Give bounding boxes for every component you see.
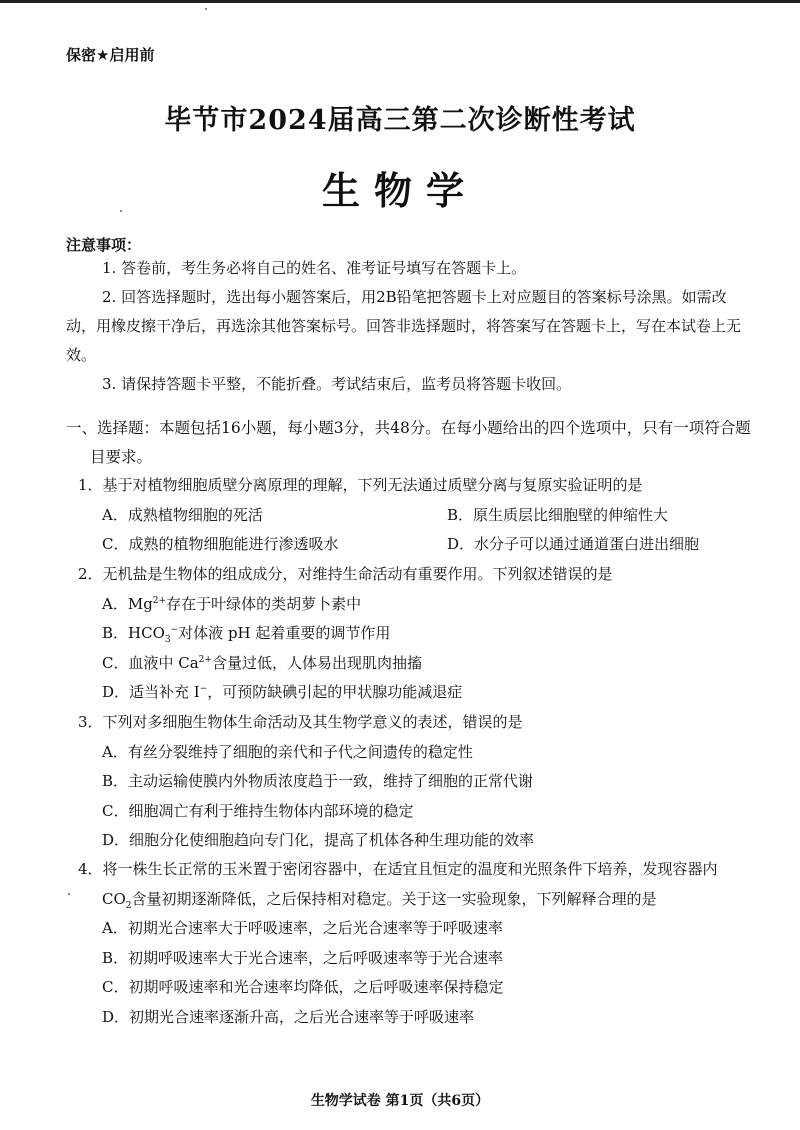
option-b: B．初期呼吸速率大于光合速率，之后呼吸速率等于光合速率 [102, 948, 504, 967]
exam-title: 毕节市2024届高三第二次诊断性考试 [164, 105, 636, 136]
confidential-label: 保密★启用前 [66, 46, 155, 64]
notes-heading: 注意事项： [66, 236, 142, 254]
question-4 [78, 855, 742, 1032]
option-c: C．血液中 $Ca^{2+}$含量过低，人体易出现肌肉抽搐 [102, 653, 422, 672]
option-c: C．初期呼吸速率和光合速率均降低，之后呼吸速率保持稳定 [102, 978, 504, 996]
option-a: A．成熟植物细胞的死活 [102, 505, 263, 524]
option-d: D．适当补充 I−，可预防缺碘引起的甲状腺功能减退症 [102, 683, 463, 701]
option-d: D．初期光合速率逐渐升高，之后光合速率等于呼吸速率 [102, 1007, 475, 1026]
option-row [78, 501, 742, 531]
option-c: C．细胞凋亡有利于维持生物体内部环境的稳定 [102, 801, 414, 820]
note-item-2: 2. 回答选择题时，选出每小题答案后，用2B铅笔把答题卡上对应题目的答案标号涂黑。如需改动，用橡皮擦干净后，再选涂其他答案标号。回答非选择题时，将答案写在答题卡上，写在本试卷上无效。 [66, 288, 742, 364]
question-1 [78, 471, 742, 560]
question-3 [78, 708, 742, 856]
option-c: C．成熟的植物细胞能进行渗透吸水 [102, 535, 339, 553]
option-a: A．有丝分裂维持了细胞的亲代和子代之间遗传的稳定性 [102, 742, 473, 761]
option-row [78, 530, 742, 560]
question-stem: 4．将一株生长正常的玉米置于密闭容器中，在适宜且恒定的温度和光照条件下培养，发现容器内 $CO_2$含量初期逐渐降低，之后保持相对稳定。关于这一实验现象，下列解释合理的是 [78, 860, 718, 911]
question-2 [78, 560, 742, 708]
question-stem: 1．基于对植物细胞质壁分离原理的理解，下列无法通过质壁分离与复原实验证明的是 [78, 476, 643, 494]
subject-title: 生物学 [321, 168, 478, 213]
section-heading: 一、选择题：本题包括16小题，每小题3分，共48分。在每小题给出的四个选项中，只有一项符合题目要求。 [66, 419, 751, 466]
page-footer: 生物学试卷 第1页（共6页） [310, 1093, 490, 1109]
scan-speck [68, 893, 70, 895]
scan-speck [205, 8, 207, 10]
option-b: B．主动运输使膜内外物质浓度趋于一致，维持了细胞的正常代谢 [102, 772, 534, 790]
question-stem: 2．无机盐是生物体的组成成分，对维持生命活动有重要作用。下列叙述错误的是 [78, 565, 613, 583]
note-item-1: 1. 答卷前，考生务必将自己的姓名、准考证号填写在答题卡上。 [102, 259, 527, 277]
option-d: D．细胞分化使细胞趋向专门化，提高了机体各种生理功能的效率 [102, 831, 535, 849]
option-b: B．$HCO_3^-$对体液 pH 起着重要的调节作用 [102, 624, 391, 645]
option-a: A．初期光合速率大于呼吸速率，之后光合速率等于呼吸速率 [102, 919, 503, 937]
option-d: D．水分子可以通过通道蛋白进出细胞 [447, 535, 700, 553]
question-stem: 3．下列对多细胞生物体生命活动及其生物学意义的表述，错误的是 [78, 713, 523, 731]
top-border [0, 0, 800, 3]
note-item-3: 3. 请保持答题卡平整，不能折叠。考试结束后，监考员将答题卡收回。 [102, 375, 572, 393]
option-b: B．原生质层比细胞壁的伸缩性大 [447, 505, 669, 524]
option-a: A．$Mg^{2+}$存在于叶绿体的类胡萝卜素中 [102, 594, 362, 613]
